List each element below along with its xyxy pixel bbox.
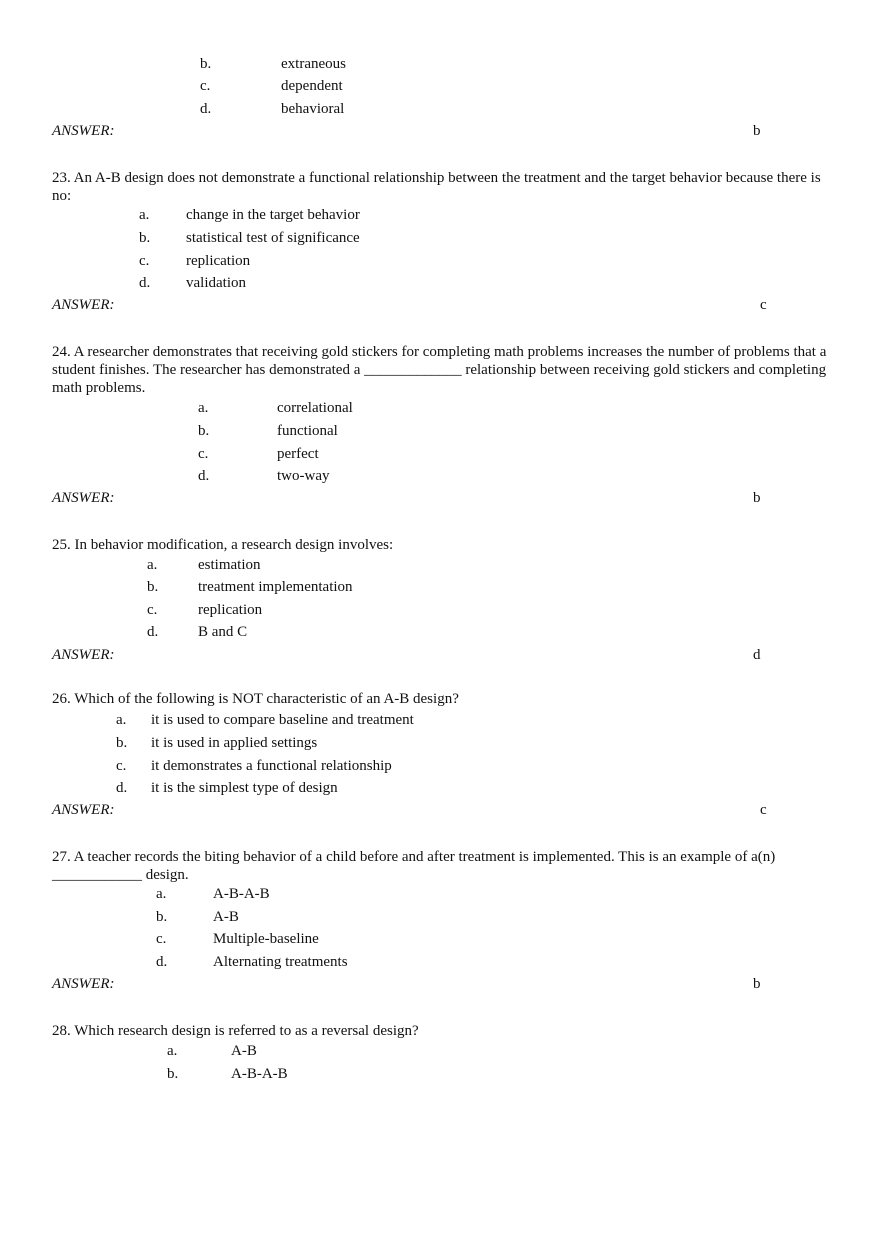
option-text: A-B-A-B [231,1066,288,1082]
question-stem: 26. Which of the following is NOT characteristic of an A-B design? [52,691,459,707]
option-text: A-B [213,909,239,925]
option-text: it is used to compare baseline and treatment [151,712,414,728]
answer-value: b [753,976,761,992]
answer-value: c [760,297,767,313]
option-letter: d. [139,275,151,291]
option-letter: a. [156,886,167,902]
option-letter: d. [147,624,159,640]
option-letter: c. [116,758,127,774]
option-text: B and C [198,624,248,640]
question-stem: 23. An A-B design does not demonstrate a functional relationship between the treatment and the target behavior because there is no: [52,170,821,204]
option-letter: c. [147,602,158,618]
question-stem: 27. A teacher records the biting behavior of a child before and after treatment is implemented. This is an example of a(n) ____________ design. [52,849,776,883]
answer-label: ANSWER: [52,976,115,992]
option-letter: c. [139,253,150,269]
answer-value: c [760,802,767,818]
option-text: behavioral [281,101,345,117]
option-letter: b. [139,230,151,246]
option-text: A-B [231,1043,257,1059]
option-text: A-B-A-B [213,886,270,902]
answer-label: ANSWER: [52,123,115,139]
option-text: estimation [198,557,261,573]
option-text: perfect [277,446,319,462]
answer-value: d [753,647,761,663]
option-letter: b. [147,579,159,595]
option-text: it is the simplest type of design [151,780,338,796]
option-text: dependent [281,78,343,94]
answer-label: ANSWER: [52,802,115,818]
option-text: two-way [277,468,330,484]
option-letter: c. [156,931,167,947]
option-letter: c. [198,446,209,462]
question-stem: 24. A researcher demonstrates that receiving gold stickers for completing math problems increases the number of problems that a student finishes. The researcher has demonstrated a _____________ relationship between receiving gold stickers and completing math problems. [52,344,827,396]
option-letter: d. [156,954,168,970]
answer-label: ANSWER: [52,297,115,313]
option-letter: d. [198,468,210,484]
option-text: validation [186,275,246,291]
option-letter: a. [167,1043,178,1059]
option-letter: a. [139,207,150,223]
option-text: functional [277,423,338,439]
option-text: treatment implementation [198,579,353,595]
question-stem: 28. Which research design is referred to as a reversal design? [52,1023,419,1039]
option-letter: a. [198,400,209,416]
option-letter: a. [147,557,158,573]
answer-value: b [753,123,761,139]
option-letter: b. [167,1066,179,1082]
answer-value: b [753,490,761,506]
option-letter: d. [200,101,212,117]
option-letter: b. [156,909,168,925]
option-text: it demonstrates a functional relationship [151,758,392,774]
option-letter: b. [200,56,212,72]
option-text: Multiple-baseline [213,931,319,947]
option-text: correlational [277,400,353,416]
option-letter: d. [116,780,128,796]
option-letter: b. [198,423,210,439]
option-letter: a. [116,712,127,728]
question-stem: 25. In behavior modification, a research design involves: [52,537,394,553]
option-text: statistical test of significance [186,230,360,246]
option-text: change in the target behavior [186,207,360,223]
option-text: replication [186,253,251,269]
option-letter: b. [116,735,128,751]
option-text: extraneous [281,56,346,72]
option-letter: c. [200,78,211,94]
option-text: replication [198,602,263,618]
option-text: it is used in applied settings [151,735,318,751]
option-text: Alternating treatments [213,954,348,970]
answer-label: ANSWER: [52,647,115,663]
answer-label: ANSWER: [52,490,115,506]
